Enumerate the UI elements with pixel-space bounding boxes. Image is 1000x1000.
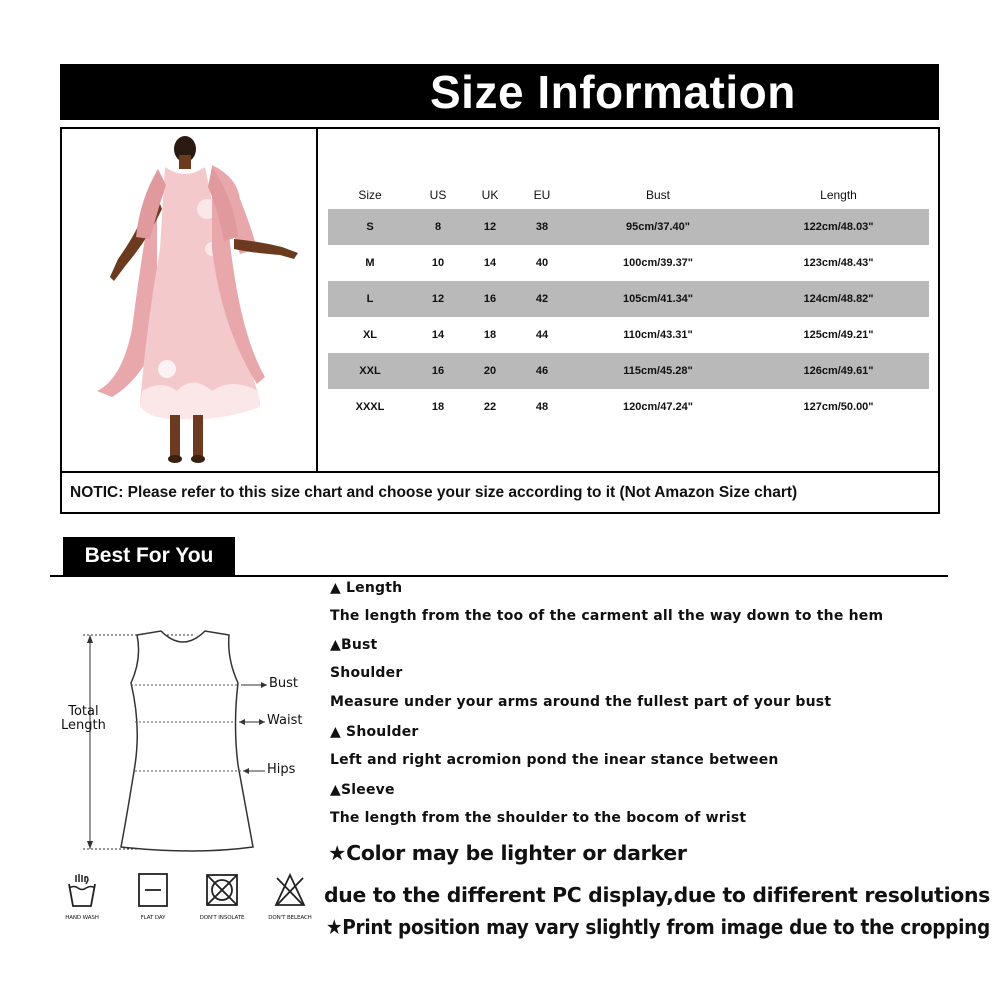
display-note: due to the different PC display,due to dififerent resolutions: [324, 883, 990, 907]
product-photo: [62, 129, 318, 473]
table-cell: 8: [434, 221, 442, 233]
table-cell: 14: [483, 257, 497, 269]
table-cell: 48: [535, 401, 549, 413]
bust-desc: Measure under your arms around the fullest part of your bust: [330, 694, 832, 710]
table-row: [328, 209, 929, 245]
table-cell: 14: [431, 329, 445, 341]
care-label: FLAT DAY: [140, 915, 166, 921]
table-row: [328, 245, 929, 281]
table-cell: 22: [483, 401, 497, 413]
table-cell: 46: [535, 365, 549, 377]
table-cell: 115cm/45.28": [623, 365, 693, 377]
length-label: Length: [61, 718, 106, 733]
table-row: [328, 317, 929, 353]
table-cell: 110cm/43.31": [623, 329, 693, 341]
flat-dry-icon: [137, 872, 169, 908]
table-cell: 100cm/39.37": [622, 257, 694, 269]
sleeve-title: ▲Sleeve: [330, 782, 395, 798]
do-not-bleach-icon: [273, 872, 307, 908]
size-chart-box: [60, 127, 940, 514]
table-header-row: [328, 173, 929, 209]
table-cell: 18: [483, 329, 497, 341]
page-title: Size Information: [430, 66, 796, 118]
care-do-not-bleach: [255, 872, 325, 922]
shoulder-title: ▲ Shoulder: [330, 724, 419, 740]
table-cell: 123cm/48.43": [803, 257, 874, 269]
shoulder-desc: Left and right acromion pond the inear stance between: [330, 752, 779, 768]
table-row: [328, 389, 929, 425]
table-cell: 126cm/49.61": [803, 365, 874, 377]
column-header: Size: [358, 188, 382, 202]
hips-label: Hips: [267, 762, 296, 777]
table-cell: 125cm/49.21": [803, 329, 874, 341]
best-for-you-tab: Best For You: [63, 537, 235, 575]
table-cell: 42: [535, 293, 549, 305]
table-cell: M: [365, 257, 375, 269]
table-cell: 10: [431, 257, 445, 269]
bust-title: ▲Bust: [330, 637, 378, 653]
color-note: ★Color may be lighter or darker: [328, 841, 687, 865]
table-cell: 12: [483, 221, 497, 233]
hand-wash-icon: [66, 872, 98, 908]
length-desc: The length from the too of the carment all the way down to the hem: [330, 608, 884, 624]
column-header: EU: [533, 188, 551, 202]
table-cell: 16: [483, 293, 497, 305]
care-do-not-insolate: [187, 872, 257, 922]
length-title: ▲ Length: [330, 580, 403, 596]
table-cell: L: [366, 293, 374, 305]
waist-label: Waist: [267, 713, 303, 728]
table-cell: XXXL: [355, 401, 385, 413]
total-label: Total: [68, 704, 99, 719]
print-note: ★Print position may vary slightly from image due to the cropping: [326, 915, 990, 939]
sleeve-desc: The length from the shoulder to the bocom of wrist: [330, 810, 747, 826]
table-cell: 95cm/37.40": [626, 221, 690, 233]
care-label: DON'T INSOLATE: [199, 915, 245, 921]
total-length-label: [61, 705, 106, 733]
table-cell: 122cm/48.03": [803, 221, 874, 233]
column-header: US: [429, 188, 447, 202]
table-cell: 127cm/50.00": [803, 401, 874, 413]
bust-sub: Shoulder: [330, 665, 403, 681]
bust-label: Bust: [269, 676, 299, 691]
table-cell: XXL: [359, 365, 381, 377]
section-divider: [50, 575, 948, 577]
table-cell: 12: [431, 293, 445, 305]
table-cell: 40: [535, 257, 549, 269]
table-cell: 20: [483, 365, 497, 377]
table-cell: 105cm/41.34": [622, 293, 694, 305]
care-label: DON'T BELEACH: [268, 915, 312, 921]
size-table: [328, 173, 929, 425]
do-not-insolate-icon: [204, 872, 240, 908]
table-cell: 38: [535, 221, 549, 233]
dress-model-image: [62, 129, 316, 471]
table-row: [328, 353, 929, 389]
size-chart-notice: NOTIC: Please refer to this size chart and choose your size according to it (Not Amazon Size chart): [70, 484, 798, 501]
table-row: [328, 281, 929, 317]
column-header: UK: [481, 188, 499, 202]
care-hand-wash: [47, 872, 117, 922]
table-cell: 124cm/48.82": [803, 293, 874, 305]
care-label: HAND WASH: [65, 915, 99, 921]
column-header: Bust: [645, 188, 670, 202]
table-cell: 120cm/47.24": [622, 401, 694, 413]
measurement-diagram: [55, 615, 325, 860]
table-cell: 44: [535, 329, 549, 341]
table-cell: S: [366, 221, 374, 233]
care-flat-dry: [118, 872, 188, 922]
table-cell: XL: [362, 329, 378, 341]
table-cell: 18: [431, 401, 445, 413]
table-cell: 16: [431, 365, 445, 377]
column-header: Length: [820, 188, 857, 202]
size-table-cell: [318, 129, 938, 473]
